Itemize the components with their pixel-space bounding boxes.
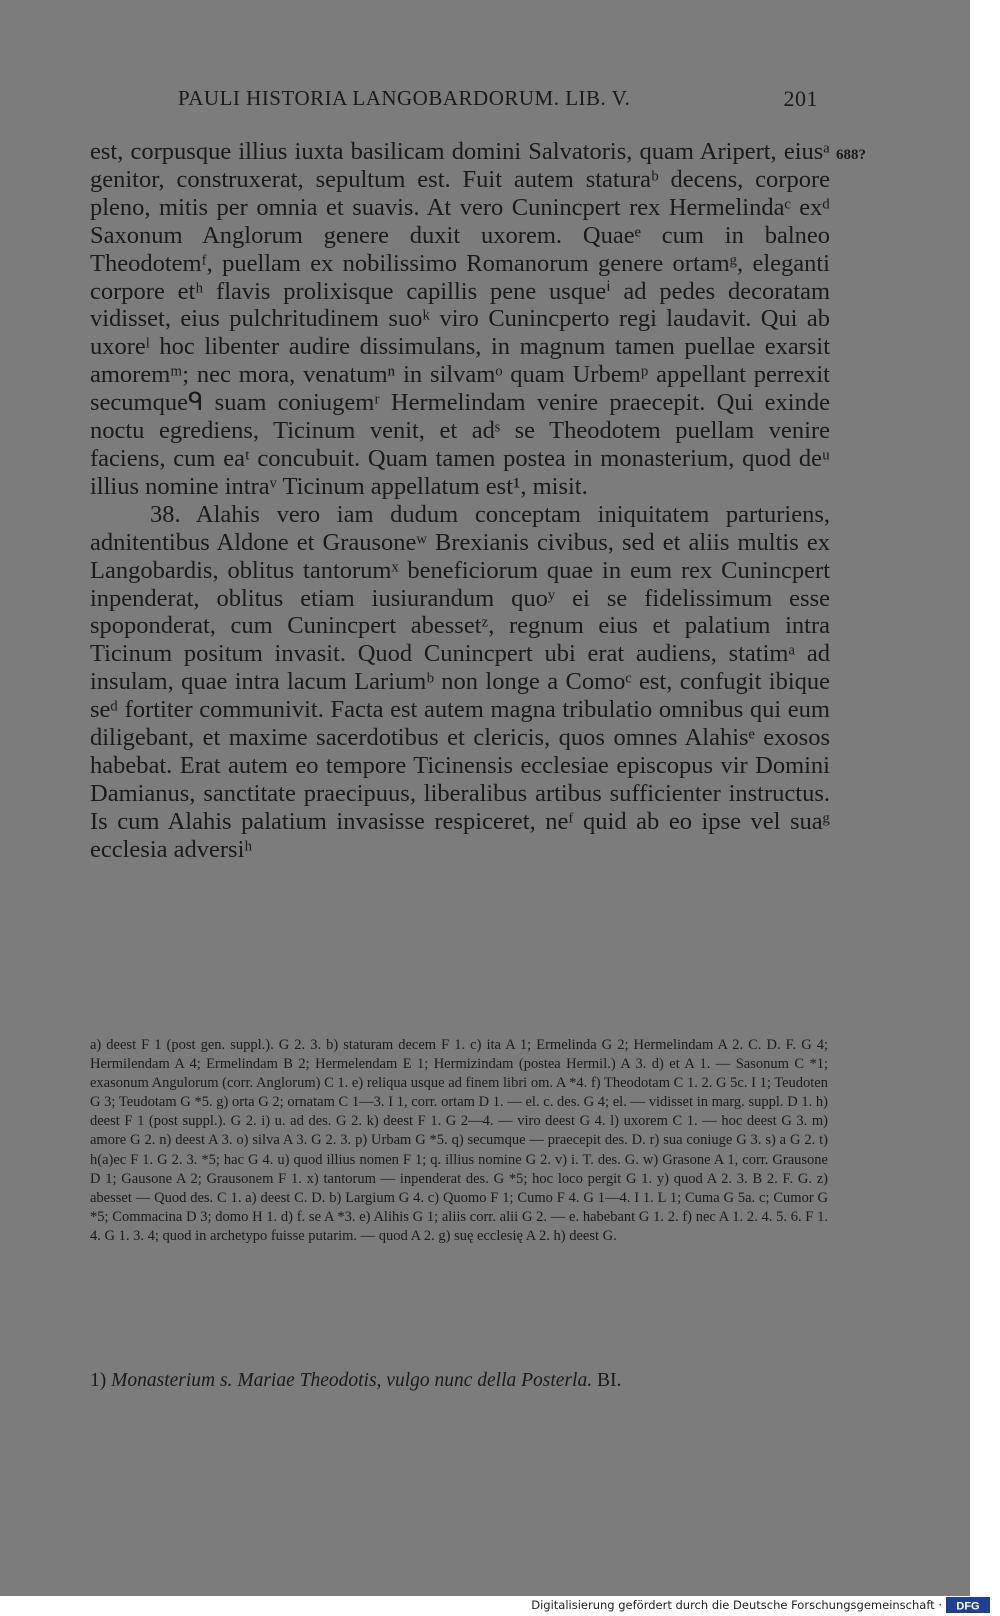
page-header bbox=[178, 86, 818, 114]
dfg-logo-icon bbox=[946, 1597, 990, 1613]
running-title: PAULI HISTORIA LANGOBARDORUM. LIB. V. bbox=[178, 86, 631, 110]
footnote-text: Monasterium s. Mariae Theodotis, vulgo nunc della Posterla. bbox=[111, 1370, 593, 1391]
footnote-label: 1) bbox=[90, 1370, 107, 1391]
digitization-credit: Digitalisierung gefördert durch die Deutsche Forschungsgemeinschaft · bbox=[531, 1598, 942, 1612]
footnote-siglum: BI. bbox=[596, 1370, 622, 1391]
paragraph-38: 38. Alahis vero iam dudum conceptam iniquitatem parturiens, adnitentibus Aldone et Grausoneʷ Brexianis civibus, sed et aliis multis ex Langobardis, oblitus tantorumˣ beneficiorum quae in eum rex Cunincpert inpenderat, oblitus etiam iusiurandum quoʸ ei se fidelissimum esse spoponderat, cum Cunincpert abessetᶻ, regnum eius et palatium intra Ticinum positum invasit. Quod Cunincpert ubi erat audiens, statimᵃ ad insulam, quae intra lacum Lariumᵇ non longe a Comoᶜ est, confugit ibique seᵈ fortiter communivit. Facta est autem magna tribulatio omnibus qui eum diligebant, et maxime sacerdotibus et clericis, quos omnes Alahisᵉ exosos habebat. Erat autem eo tempore Ticinensis ecclesiae episcopus vir Domini Damianus, sanctitate praecipuus, liberalibus artibus sufficienter instructus. Is cum Alahis palatium invasisse respiceret, neᶠ quid ab eo ipse vel suaᵍ ecclesia adversiʰ bbox=[90, 500, 830, 863]
critical-apparatus: a) deest F 1 (post gen. suppl.). G 2. 3. b) staturam decem F 1. c) ita A 1; Ermelinda G 2; Hermelindam A 2. C. D. F. G 4; Hermilendam A 4; Ermelindam B 2; Hermelendam E 1; Hermizindam (postea Hermil.) A 3. d) et A 1. — Sasonum C *1; exasonum Angulorum (corr. Anglorum) C 1. e) reliqua usque ad finem libri om. A *4. f) Theodotam C 1. 2. G 5c. I 1; Teudoten G 3; Teudotam G *5. g) orta G 2; ornatam C 1—3. I 1, corr. ortam D 1. — el. c. des. G 4; el. — vidisset in marg. suppl. D 1. h) deest F 1 (post suppl.). G 2. i) u. ad des. G 2. k) deest F 1. G 2—4. — viro deest G 4. l) uxorem C 1. — hoc deest G 3. m) amore G 2. n) deest A 3. o) silva A 3. G 2. 3. p) Urbam G *5. q) secumque — praecepit des. D. r) sua coniuge G 3. s) a G 2. t) h(a)ec F 1. G 2. 3. *5; hac G 4. u) quod illius nomen F 1; q. illius nomine G 2. v) i. T. des. G. w) Grasone A 1, corr. Grausone D 1; Gausone A 2; Grausonem F 1. x) tantorum — inpenderat des. G *5; hoc loco pergit G 1. y) quod A 2. 3. B 2. F. G. z) abesset — Quod des. C 1. a) deest C. D. b) Largium G 4. c) Quomo F 1; Cumo F 4. G 1—4. I 1. L 1; Cuma G 5a. c; Cumor G *5; Commacina D 3; domo H 1. d) f. se A *3. e) Alihis G 1; aliis corr. alii G 2. — e. habebant G 1. 2. f) nec A 1. 2. 4. 5. 6. F 1. 4. G 1. 3. 4; quod in archetypo fuisse putarim. — quod A 2. g) suę ecclesię A 2. h) deest G. bbox=[90, 1037, 828, 1244]
dfg-logo-text: DFG bbox=[956, 1600, 980, 1613]
page-number: 201 bbox=[783, 86, 818, 111]
main-text bbox=[90, 138, 830, 864]
paragraph-1: est, corpusque illius iuxta basilicam domini Salvatoris, quam Aripert, eiusᵃ genitor, construxerat, sepultum est. Fuit autem staturaᵇ decens, corpore pleno, mitis per omnia et suavis. At vero Cunincpert rex Hermelindaᶜ exᵈ Saxonum Anglorum genere duxit uxorem. Quaeᵉ cum in balneo Theodotemᶠ, puellam ex nobilissimo Romanorum genere ortamᵍ, eleganti corpore etʰ flavis prolixisque capillis pene usqueⁱ ad pedes decoratam vidisset, eius pulchritudinem suoᵏ viro Cunincperto regi laudavit. Qui ab uxoreˡ hoc libenter audire dissimulans, in magnum tamen puellae exarsit amoremᵐ; nec mora, venatumⁿ in silvamᵒ quam Urbemᵖ appellant perrexit secumqueᑫ suam coniugemʳ Hermelindam venire praecepit. Qui exinde noctu egrediens, Ticinum venit, et adˢ se Theodotem puellam venire faciens, cum eaᵗ concubuit. Quam tamen postea in monasterium, quod deᵘ illius nomine intraᵛ Ticinum appellatum est¹, misit. bbox=[90, 138, 830, 500]
footnote bbox=[90, 1370, 828, 1392]
margin-date-note: 688? bbox=[836, 147, 866, 163]
